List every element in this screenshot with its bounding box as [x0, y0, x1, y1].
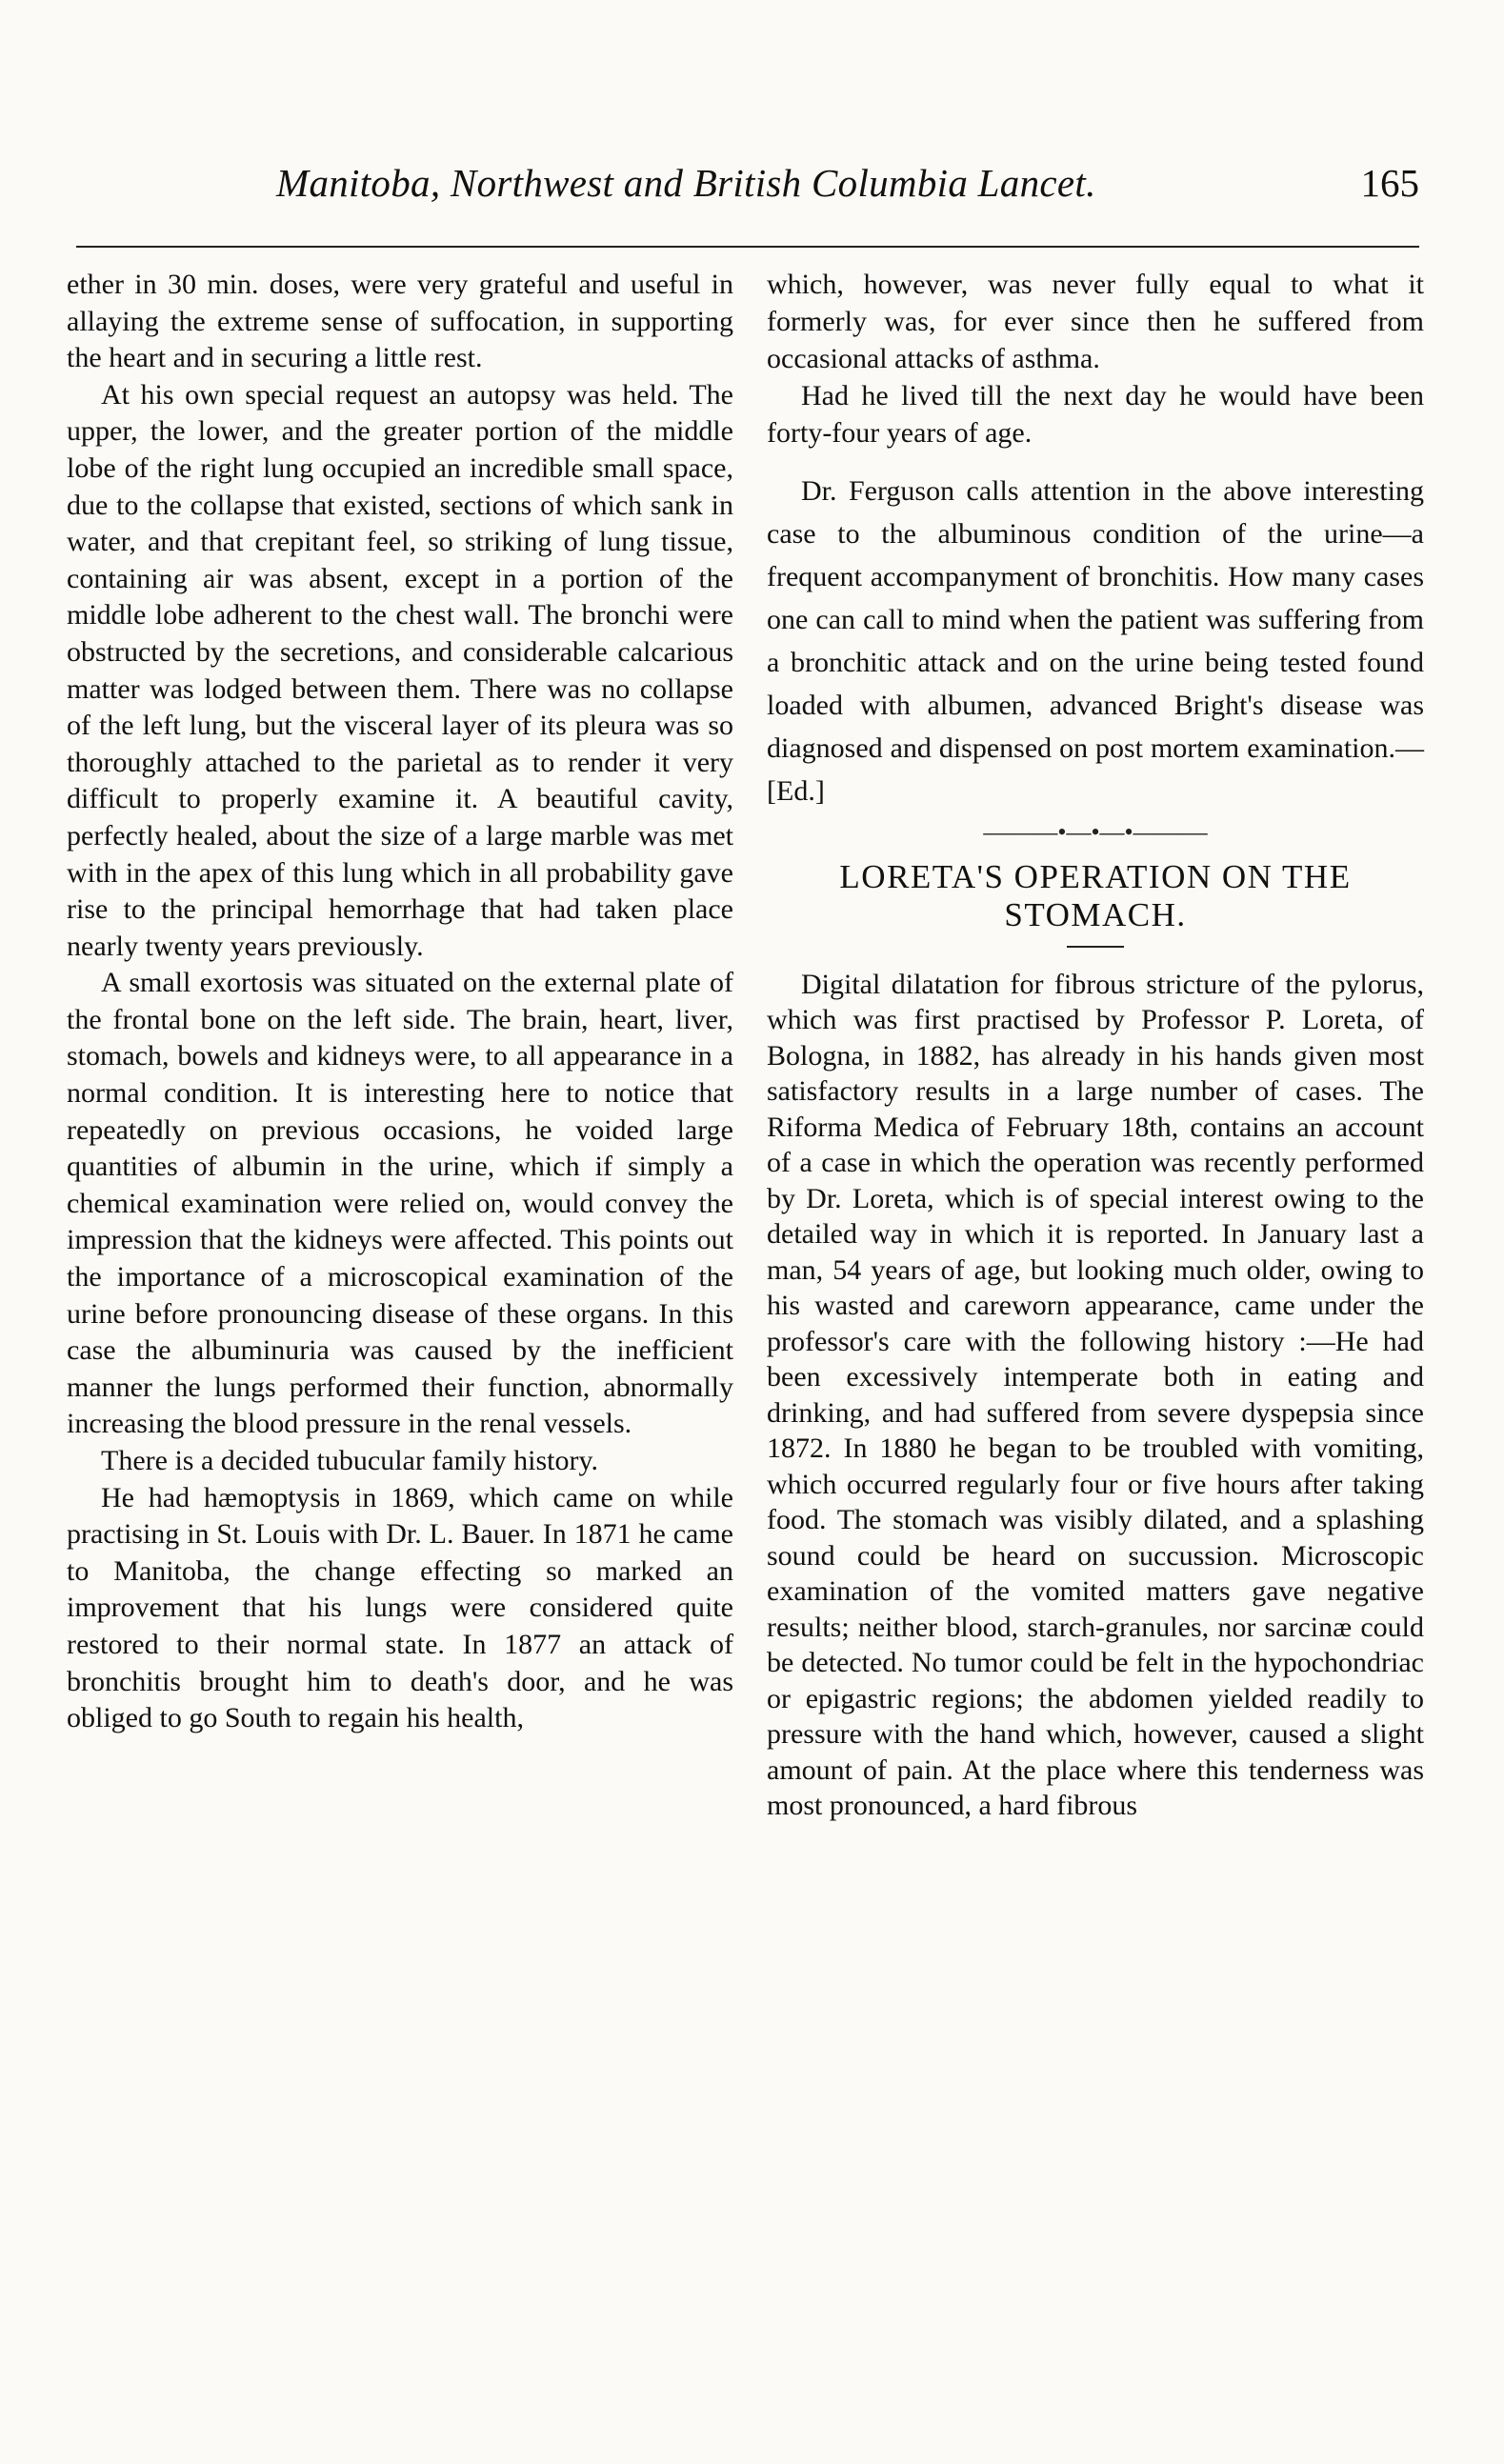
- section-ornament: ———•—•—•———: [983, 817, 1208, 846]
- paragraph: which, however, was never fully equal to what it formerly was, for ever since then he suffered from occasional attacks of asthma.: [767, 269, 1424, 374]
- editor-note-text: Dr. Ferguson calls attention in the above interesting case to the albuminous condition of the urine—a frequent accompanyment of bronchitis. How many cases one can call to mind when the patient was suffering from a bronchitic attack and on the urine being tested found loaded with albumen, advanced Bright's disease was diagnosed and dispensed on post mortem examination.—[Ed.]: [767, 474, 1424, 807]
- paragraph: There is a decided tubucular family history.: [101, 1445, 599, 1476]
- title-rule: [1067, 946, 1124, 948]
- paragraph: He had hæmoptysis in 1869, which came on while practising in St. Louis with Dr. L. Bauer. In 1871 he came to Manitoba, the change effecting so marked an improvement that his lungs were considered quite restored to their normal state. In 1877 an attack of bronchitis brought him to death's door, and he was obliged to go South to regain his health,: [67, 1481, 733, 1734]
- left-column: [67, 267, 733, 1737]
- running-title: Manitoba, Northwest and British Columbia Lancet.: [276, 161, 1096, 205]
- article-title: LORETA'S OPERATION ON THE STOMACH.: [839, 857, 1352, 933]
- paragraph: Had he lived till the next day he would have been forty-four years of age.: [767, 379, 1424, 449]
- right-column: [767, 267, 1424, 1824]
- paragraph: ether in 30 min. doses, were very grateful and useful in allaying the extreme sense of suffocation, in supporting the heart and in securing a little rest.: [67, 269, 733, 374]
- paragraph: At his own special request an autopsy was held. The upper, the lower, and the greater portion of the middle lobe of the right lung occupied an incredible small space, due to the collapse that existed, sections of which sank in water, and that crepitant feel, so striking of lung tissue, containing air was absent, except in a portion of the middle lobe adherent to the chest wall. The bronchi were obstructed by the secretions, and considerable calcarious matter was lodged between them. There was no collapse of the left lung, but the visceral layer of its pleura was so thoroughly attached to the parietal as to render it very difficult to properly examine it. A beautiful cavity, perfectly healed, about the size of a large marble was met with in the apex of this lung which in all probability gave rise to the principal hemorrhage that had taken place nearly twenty years previously.: [67, 378, 733, 962]
- running-header: [76, 160, 1419, 221]
- editor-note: [767, 470, 1424, 812]
- paragraph: Digital dilatation for fibrous stricture of the pylorus, which was first practised by Professor P. Loreta, of Bologna, in 1882, has already in his hands given most satisfactory results in a large number of cases. The Riforma Medica of February 18th, contains an account of a case in which the operation was recently performed by Dr. Loreta, which is of special interest owing to the detailed way in which it is reported. In January last a man, 54 years of age, but looking much older, owing to his wasted and careworn appearance, came under the professor's care with the following history :—He had been excessively intemperate both in eating and drinking, and had suffered from severe dyspepsia since 1872. In 1880 he began to be troubled with vomiting, which occurred regularly four or five hours after taking food. The stomach was visibly dilated, and a splashing sound could be heard on succussion. Microscopic examination of the vomited matters gave negative results; neither blood, starch-granules, nor sarcinæ could be detected. No tumor could be felt in the hypochondriac or epigastric regions; the abdomen yielded readily to pressure with the hand which, however, caused a slight amount of pain. At the place where this tenderness was most pronounced, a hard fibrous: [767, 968, 1424, 1822]
- article-body: [767, 967, 1424, 1824]
- page-number: 165: [1360, 161, 1419, 205]
- header-rule: [76, 246, 1419, 248]
- paragraph: A small exortosis was situated on the external plate of the frontal bone on the left side. The brain, heart, liver, stomach, bowels and kidneys were, to all appearance in a normal condition. It is interesting here to notice that repeatedly on previous occasions, he voided large quantities of albumin in the urine, which if simply a chemical examination were relied on, would convey the impression that the kidneys were affected. This points out the importance of a microscopical examination of the urine before pronouncing disease of these organs. In this case the albuminuria was caused by the inefficient manner the lungs performed their function, abnormally increasing the blood pressure in the renal vessels.: [67, 967, 733, 1440]
- spacer: [767, 452, 1424, 470]
